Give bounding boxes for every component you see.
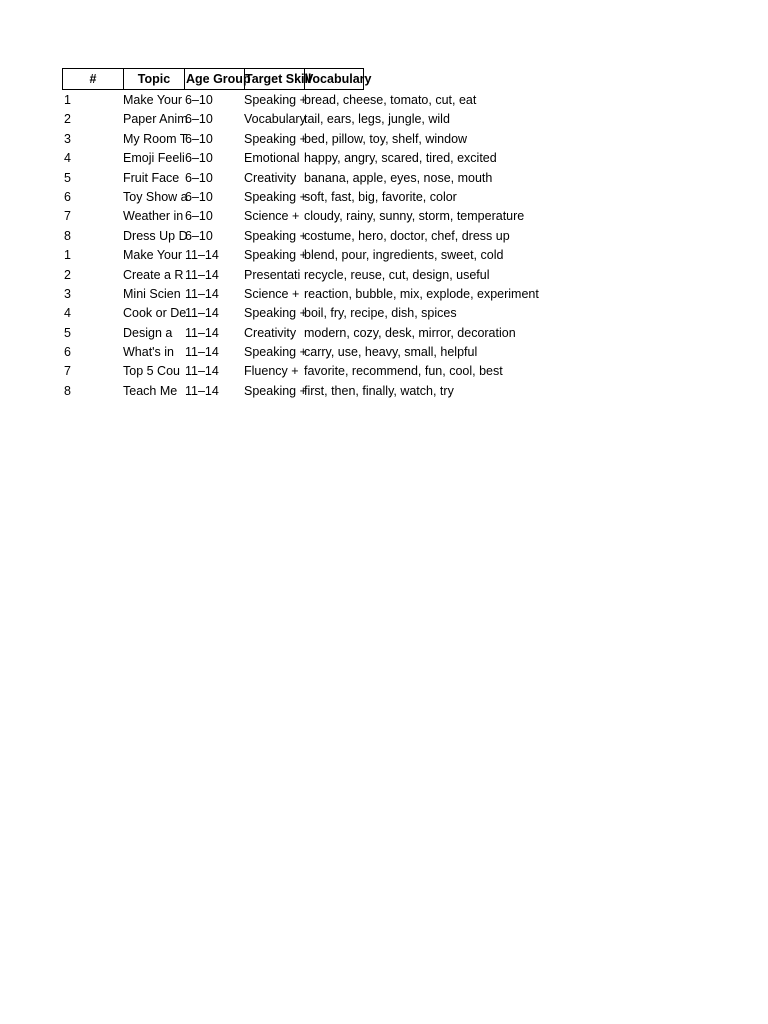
cell-num[interactable]: 1 — [64, 93, 71, 107]
table-row — [62, 169, 702, 188]
cell-num[interactable]: 2 — [64, 112, 71, 127]
table-row — [62, 382, 702, 401]
cell-vocabulary[interactable]: bread, cheese, tomato, cut, eat — [304, 93, 477, 107]
cell-vocabulary[interactable]: soft, fast, big, favorite, color — [304, 189, 457, 204]
cell-vocabulary[interactable]: carry, use, heavy, small, helpful — [304, 345, 478, 360]
table-row — [62, 227, 702, 246]
cell-age-group[interactable]: 11–14 — [185, 345, 219, 360]
header-num[interactable]: # — [62, 68, 123, 90]
cell-topic[interactable]: Fruit Face — [123, 170, 180, 185]
cell-topic[interactable]: Top 5 Cou — [123, 364, 180, 379]
cell-vocabulary[interactable]: happy, angry, scared, tired, excited — [304, 151, 497, 166]
cell-num[interactable]: 5 — [64, 325, 71, 340]
table-row — [62, 343, 702, 362]
cell-num[interactable]: 4 — [64, 151, 71, 166]
cell-topic[interactable]: Weather in — [123, 209, 184, 224]
cell-age-group[interactable]: 11–14 — [185, 267, 219, 282]
cell-target-skill[interactable]: Speaking + — [244, 93, 307, 107]
cell-age-group[interactable]: 11–14 — [185, 306, 219, 321]
header-row — [62, 68, 702, 90]
cell-target-skill[interactable]: Speaking + — [244, 131, 307, 146]
table-row — [62, 91, 702, 110]
cell-age-group[interactable]: 6–10 — [185, 170, 213, 185]
cell-topic[interactable]: Dress Up D — [123, 228, 188, 243]
table-row — [62, 362, 702, 381]
cell-age-group[interactable]: 6–10 — [185, 151, 213, 166]
header-target-skill[interactable]: Target Skill — [244, 68, 304, 90]
table-body — [62, 91, 702, 401]
header-vocabulary-label: Vocabulary — [305, 72, 372, 86]
cell-vocabulary[interactable]: reaction, bubble, mix, explode, experiment — [304, 286, 539, 301]
cell-target-skill[interactable]: Vocabulary — [244, 112, 306, 127]
cell-num[interactable]: 3 — [64, 131, 71, 146]
cell-num[interactable]: 5 — [64, 170, 71, 185]
cell-vocabulary[interactable]: modern, cozy, desk, mirror, decoration — [304, 325, 516, 340]
cell-vocabulary[interactable]: boil, fry, recipe, dish, spices — [304, 306, 457, 321]
spreadsheet-table — [62, 68, 702, 401]
header-vocabulary[interactable] — [304, 68, 372, 90]
cell-vocabulary[interactable]: first, then, finally, watch, try — [304, 383, 454, 398]
cell-num[interactable]: 1 — [64, 248, 71, 263]
table-row — [62, 110, 702, 129]
cell-age-group[interactable]: 11–14 — [185, 325, 219, 340]
cell-vocabulary[interactable]: costume, hero, doctor, chef, dress up — [304, 228, 510, 243]
cell-topic[interactable]: Emoji Feeli — [123, 151, 185, 166]
cell-target-skill[interactable]: Science + — [244, 209, 300, 224]
table-row — [62, 207, 702, 226]
table-row — [62, 188, 702, 207]
cell-topic[interactable]: Design a — [123, 325, 173, 340]
cell-age-group[interactable]: 11–14 — [185, 364, 219, 379]
cell-topic[interactable]: My Room T — [123, 131, 188, 146]
cell-age-group[interactable]: 11–14 — [185, 286, 219, 301]
cell-vocabulary[interactable]: tail, ears, legs, jungle, wild — [304, 112, 450, 127]
cell-target-skill[interactable]: Presentati — [244, 267, 301, 282]
cell-topic[interactable]: Paper Anim — [123, 112, 188, 127]
table-row — [62, 130, 702, 149]
cell-target-skill[interactable]: Speaking + — [244, 228, 307, 243]
cell-num[interactable]: 7 — [64, 364, 71, 379]
cell-target-skill[interactable]: Creativity — [244, 325, 297, 340]
cell-num[interactable]: 2 — [64, 267, 71, 282]
cell-topic[interactable]: Teach Me — [123, 383, 178, 398]
cell-age-group[interactable]: 6–10 — [185, 228, 213, 243]
cell-topic[interactable]: Create a R — [123, 267, 184, 282]
cell-target-skill[interactable]: Emotional — [244, 151, 300, 166]
cell-num[interactable]: 7 — [64, 209, 71, 224]
header-age-group[interactable]: Age Group — [184, 68, 244, 90]
cell-age-group[interactable]: 11–14 — [185, 383, 219, 398]
table-row — [62, 285, 702, 304]
cell-topic[interactable]: Mini Scien — [123, 286, 181, 301]
table-row — [62, 304, 702, 323]
cell-vocabulary[interactable]: blend, pour, ingredients, sweet, cold — [304, 248, 504, 263]
cell-age-group[interactable]: 6–10 — [185, 209, 213, 224]
cell-target-skill[interactable]: Speaking + — [244, 383, 307, 398]
cell-num[interactable]: 8 — [64, 383, 71, 398]
cell-target-skill[interactable]: Science + — [244, 286, 300, 301]
cell-topic[interactable]: What's in — [123, 345, 175, 360]
cell-vocabulary[interactable]: banana, apple, eyes, nose, mouth — [304, 170, 493, 185]
cell-topic[interactable]: Toy Show a — [123, 189, 188, 204]
table-row — [62, 266, 702, 285]
table-row — [62, 246, 702, 265]
cell-age-group[interactable]: 6–10 — [185, 112, 213, 127]
cell-target-skill[interactable]: Fluency + — [244, 364, 299, 379]
cell-topic[interactable]: Make Your — [123, 248, 183, 263]
cell-topic[interactable]: Make Your — [123, 93, 183, 107]
header-topic[interactable]: Topic — [123, 68, 184, 90]
cell-target-skill[interactable]: Speaking + — [244, 189, 307, 204]
cell-age-group[interactable]: 6–10 — [185, 189, 213, 204]
cell-vocabulary[interactable]: cloudy, rainy, sunny, storm, temperature — [304, 209, 525, 224]
cell-target-skill[interactable]: Creativity — [244, 170, 297, 185]
cell-target-skill[interactable]: Speaking + — [244, 248, 307, 263]
cell-topic[interactable]: Cook or De — [123, 306, 187, 321]
table-row — [62, 149, 702, 168]
cell-vocabulary[interactable]: recycle, reuse, cut, design, useful — [304, 267, 490, 282]
cell-num[interactable]: 4 — [64, 306, 71, 321]
cell-target-skill[interactable]: Speaking + — [244, 306, 307, 321]
cell-num[interactable]: 6 — [64, 189, 71, 204]
cell-age-group[interactable]: 6–10 — [185, 93, 213, 107]
cell-num[interactable]: 6 — [64, 345, 71, 360]
cell-num[interactable]: 8 — [64, 228, 71, 243]
cell-target-skill[interactable]: Speaking + — [244, 345, 307, 360]
cell-num[interactable]: 3 — [64, 286, 71, 301]
table-row — [62, 324, 702, 343]
cell-vocabulary[interactable]: favorite, recommend, fun, cool, best — [304, 364, 503, 379]
cell-age-group[interactable]: 6–10 — [185, 131, 213, 146]
cell-age-group[interactable]: 11–14 — [185, 248, 219, 263]
cell-vocabulary[interactable]: bed, pillow, toy, shelf, window — [304, 131, 468, 146]
